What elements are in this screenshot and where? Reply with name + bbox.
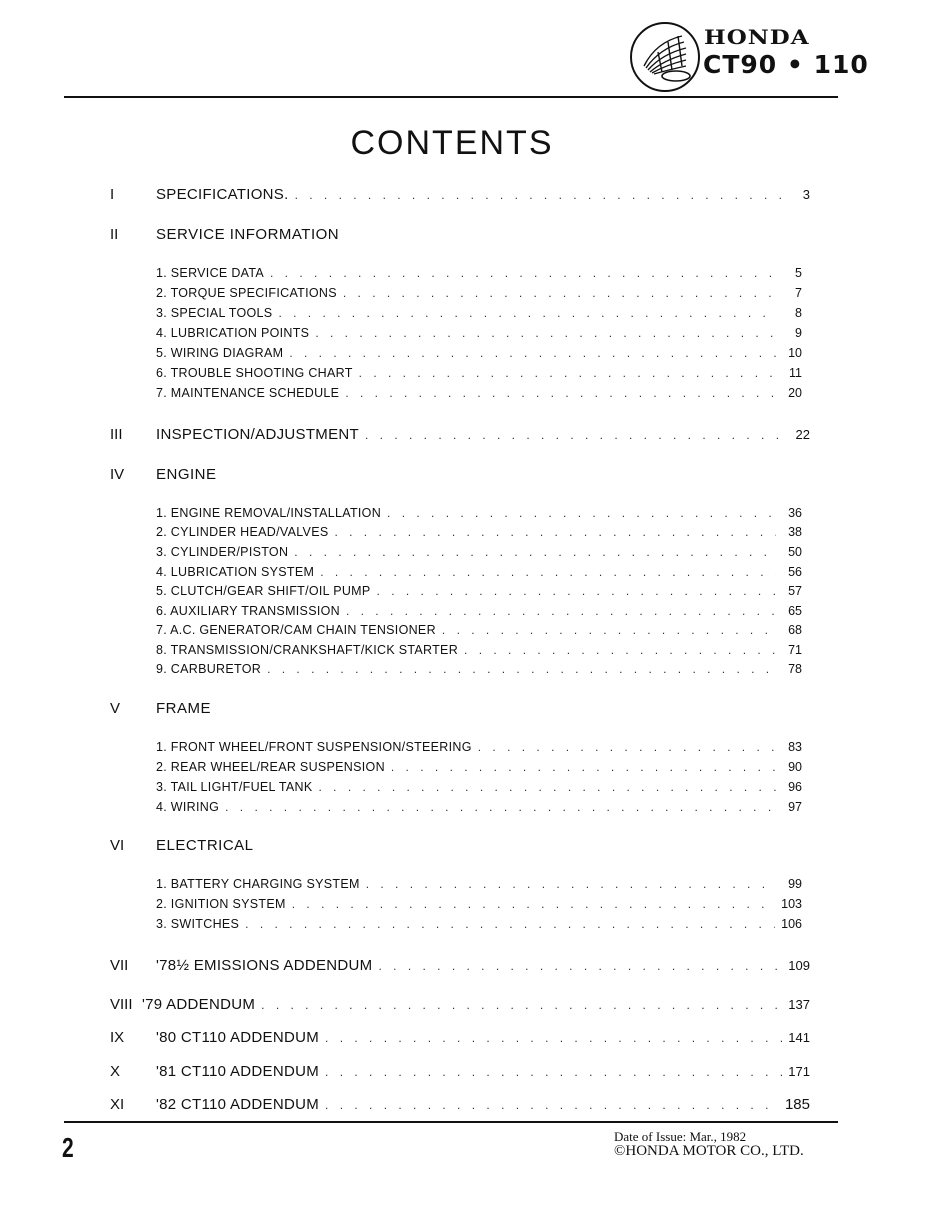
toc-item[interactable] — [156, 545, 802, 565]
leader-dots — [295, 188, 784, 202]
leader-dots — [225, 800, 776, 814]
page-number: 20 — [788, 386, 802, 400]
toc-item[interactable] — [156, 623, 802, 643]
toc-entry-79-addendum[interactable] — [110, 996, 810, 1016]
item-label: 1. FRONT WHEEL/FRONT SUSPENSION/STEERING — [156, 740, 472, 754]
leader-dots — [442, 623, 776, 637]
leader-dots — [478, 740, 776, 754]
item-label: 3. SWITCHES — [156, 917, 240, 931]
leader-dots — [318, 780, 776, 794]
page-number: 78 — [788, 662, 802, 676]
page-number: 10 — [788, 346, 802, 360]
leader-dots — [359, 366, 776, 380]
toc-heading-engine — [110, 466, 810, 486]
leader-dots — [289, 346, 776, 360]
section-label: ENGINE — [156, 466, 217, 483]
toc-item[interactable] — [156, 525, 802, 545]
toc-item[interactable] — [156, 286, 802, 306]
leader-dots — [325, 1065, 782, 1079]
section-numeral: VII — [110, 957, 129, 974]
section-label: '82 CT110 ADDENDUM — [156, 1096, 320, 1113]
toc-item[interactable] — [156, 565, 802, 585]
leader-dots — [378, 959, 782, 973]
item-label: 2. IGNITION SYSTEM — [156, 897, 286, 911]
section-label: SPECIFICATIONS. — [156, 186, 289, 203]
leader-dots — [343, 286, 776, 300]
item-label: 5. WIRING DIAGRAM — [156, 346, 284, 360]
toc-item[interactable] — [156, 386, 802, 406]
leader-dots — [267, 662, 776, 676]
section-label: '79 ADDENDUM — [142, 996, 256, 1013]
toc-entry-78-emissions-addendum[interactable] — [110, 957, 810, 977]
leader-dots — [391, 760, 776, 774]
section-label: '78½ EMISSIONS ADDENDUM — [156, 957, 373, 974]
toc-item[interactable] — [156, 266, 802, 286]
item-label: 9. CARBURETOR — [156, 662, 262, 676]
page-number: 109 — [788, 958, 810, 973]
toc-entry-81-ct110-addendum[interactable] — [110, 1063, 810, 1083]
item-label: 4. LUBRICATION SYSTEM — [156, 565, 315, 579]
toc-item[interactable] — [156, 506, 802, 526]
leader-dots — [292, 897, 775, 911]
page-number-footer: 2 — [62, 1132, 74, 1163]
item-label: 4. LUBRICATION POINTS — [156, 326, 310, 340]
footer-info — [614, 1129, 804, 1159]
toc-entry-inspection-adjustment[interactable] — [110, 426, 810, 446]
page-number: 141 — [788, 1030, 810, 1045]
section-numeral: III — [110, 426, 123, 443]
page-number: 96 — [788, 780, 802, 794]
item-label: 3. TAIL LIGHT/FUEL TANK — [156, 780, 313, 794]
page-number: 5 — [795, 266, 802, 280]
toc-item[interactable] — [156, 917, 802, 937]
section-numeral: IX — [110, 1029, 125, 1046]
item-label: 7. A.C. GENERATOR/CAM CHAIN TENSIONER — [156, 623, 436, 637]
item-label: 1. SERVICE DATA — [156, 266, 265, 280]
page-number: 38 — [788, 525, 802, 539]
section-numeral: IV — [110, 466, 125, 483]
toc-item[interactable] — [156, 604, 802, 624]
section-label: FRAME — [156, 700, 211, 717]
leader-dots — [345, 386, 776, 400]
section-label: '80 CT110 ADDENDUM — [156, 1029, 320, 1046]
footer-divider — [64, 1121, 838, 1123]
section-label: SERVICE INFORMATION — [156, 226, 340, 243]
leader-dots — [325, 1031, 782, 1045]
page-number: 11 — [789, 366, 802, 380]
model-name: CT90 • 110 — [703, 50, 869, 79]
date-of-issue: Date of Issue: Mar., 1982 — [614, 1129, 747, 1144]
item-label: 3. SPECIAL TOOLS — [156, 306, 273, 320]
toc-item[interactable] — [156, 780, 802, 800]
item-label: 3. CYLINDER/PISTON — [156, 545, 289, 559]
toc-item[interactable] — [156, 306, 802, 326]
toc-item[interactable] — [156, 897, 802, 917]
item-label: 1. BATTERY CHARGING SYSTEM — [156, 877, 360, 891]
item-label: 1. ENGINE REMOVAL/INSTALLATION — [156, 506, 382, 520]
item-label: 5. CLUTCH/GEAR SHIFT/OIL PUMP — [156, 584, 371, 598]
leader-dots — [365, 428, 784, 442]
toc-item[interactable] — [156, 366, 802, 386]
item-label: 6. AUXILIARY TRANSMISSION — [156, 604, 340, 618]
toc-item[interactable] — [156, 643, 802, 663]
leader-dots — [270, 266, 776, 280]
leader-dots — [346, 604, 776, 618]
toc-item[interactable] — [156, 760, 802, 780]
page-number: 185 — [784, 1096, 810, 1113]
page-number: 97 — [788, 800, 802, 814]
leader-dots — [261, 998, 782, 1012]
leader-dots — [464, 643, 776, 657]
leader-dots — [387, 506, 776, 520]
toc-item[interactable] — [156, 877, 802, 897]
page-number: 56 — [788, 565, 802, 579]
page-number: 83 — [788, 740, 802, 754]
leader-dots — [278, 306, 776, 320]
section-numeral: VI — [110, 837, 125, 854]
wing-icon — [638, 32, 694, 84]
section-numeral: II — [110, 226, 119, 243]
toc-item[interactable] — [156, 662, 802, 682]
item-label: 6. TROUBLE SHOOTING CHART — [156, 366, 353, 380]
page-number: 106 — [781, 917, 802, 931]
toc-entry-82-ct110-addendum[interactable] — [110, 1096, 810, 1116]
section-numeral: I — [110, 186, 115, 203]
page-number: 3 — [802, 187, 810, 202]
section-label: '81 CT110 ADDENDUM — [156, 1063, 320, 1080]
page-number: 137 — [788, 997, 810, 1012]
item-label: 2. TORQUE SPECIFICATIONS — [156, 286, 337, 300]
page-number: 50 — [788, 545, 802, 559]
toc-item[interactable] — [156, 326, 802, 346]
copyright: ©HONDA MOTOR CO., LTD. — [614, 1143, 804, 1159]
page-number: 68 — [788, 623, 802, 637]
page-number: 9 — [795, 326, 802, 340]
page-number: 171 — [788, 1064, 810, 1079]
item-label: 7. MAINTENANCE SCHEDULE — [156, 386, 340, 400]
page-number: 99 — [788, 877, 802, 891]
item-label: 8. TRANSMISSION/CRANKSHAFT/KICK STARTER — [156, 643, 459, 657]
toc-entry-80-ct110-addendum[interactable] — [110, 1029, 810, 1049]
page-number: 22 — [795, 427, 810, 442]
section-numeral: V — [110, 700, 121, 717]
section-label: INSPECTION/ADJUSTMENT — [156, 426, 359, 443]
toc-item[interactable] — [156, 346, 802, 366]
page-number: 7 — [795, 286, 802, 300]
page-number: 57 — [788, 584, 802, 598]
toc-heading-electrical — [110, 837, 810, 857]
section-numeral: XI — [110, 1096, 125, 1113]
page-number: 65 — [788, 604, 802, 618]
item-label: 4. WIRING — [156, 800, 220, 814]
toc-heading-service-information — [110, 226, 810, 246]
page-number: 8 — [795, 306, 802, 320]
item-label: 2. REAR WHEEL/REAR SUSPENSION — [156, 760, 385, 774]
leader-dots — [320, 565, 776, 579]
leader-dots — [377, 584, 776, 598]
page-number: 36 — [788, 506, 802, 520]
toc-item[interactable] — [156, 800, 802, 820]
page-number: 71 — [788, 643, 802, 657]
leader-dots — [334, 525, 776, 539]
toc-entry-specifications[interactable] — [110, 186, 810, 206]
header-divider — [64, 96, 838, 98]
section-numeral: X — [110, 1063, 121, 1080]
item-label: 2. CYLINDER HEAD/VALVES — [156, 525, 329, 539]
leader-dots — [245, 917, 775, 931]
honda-wing-emblem-icon — [630, 22, 700, 92]
leader-dots — [294, 545, 776, 559]
leader-dots — [315, 326, 776, 340]
leader-dots — [325, 1098, 779, 1112]
section-label: ELECTRICAL — [156, 837, 254, 854]
toc-heading-frame — [110, 700, 810, 720]
leader-dots — [366, 877, 776, 891]
section-numeral: VIII — [110, 996, 133, 1013]
page-title: CONTENTS — [350, 124, 554, 162]
page-number: 103 — [781, 897, 802, 911]
page-number: 90 — [788, 760, 802, 774]
toc-item[interactable] — [156, 740, 802, 760]
toc-item[interactable] — [156, 584, 802, 604]
brand-name: HONDA — [704, 26, 810, 49]
